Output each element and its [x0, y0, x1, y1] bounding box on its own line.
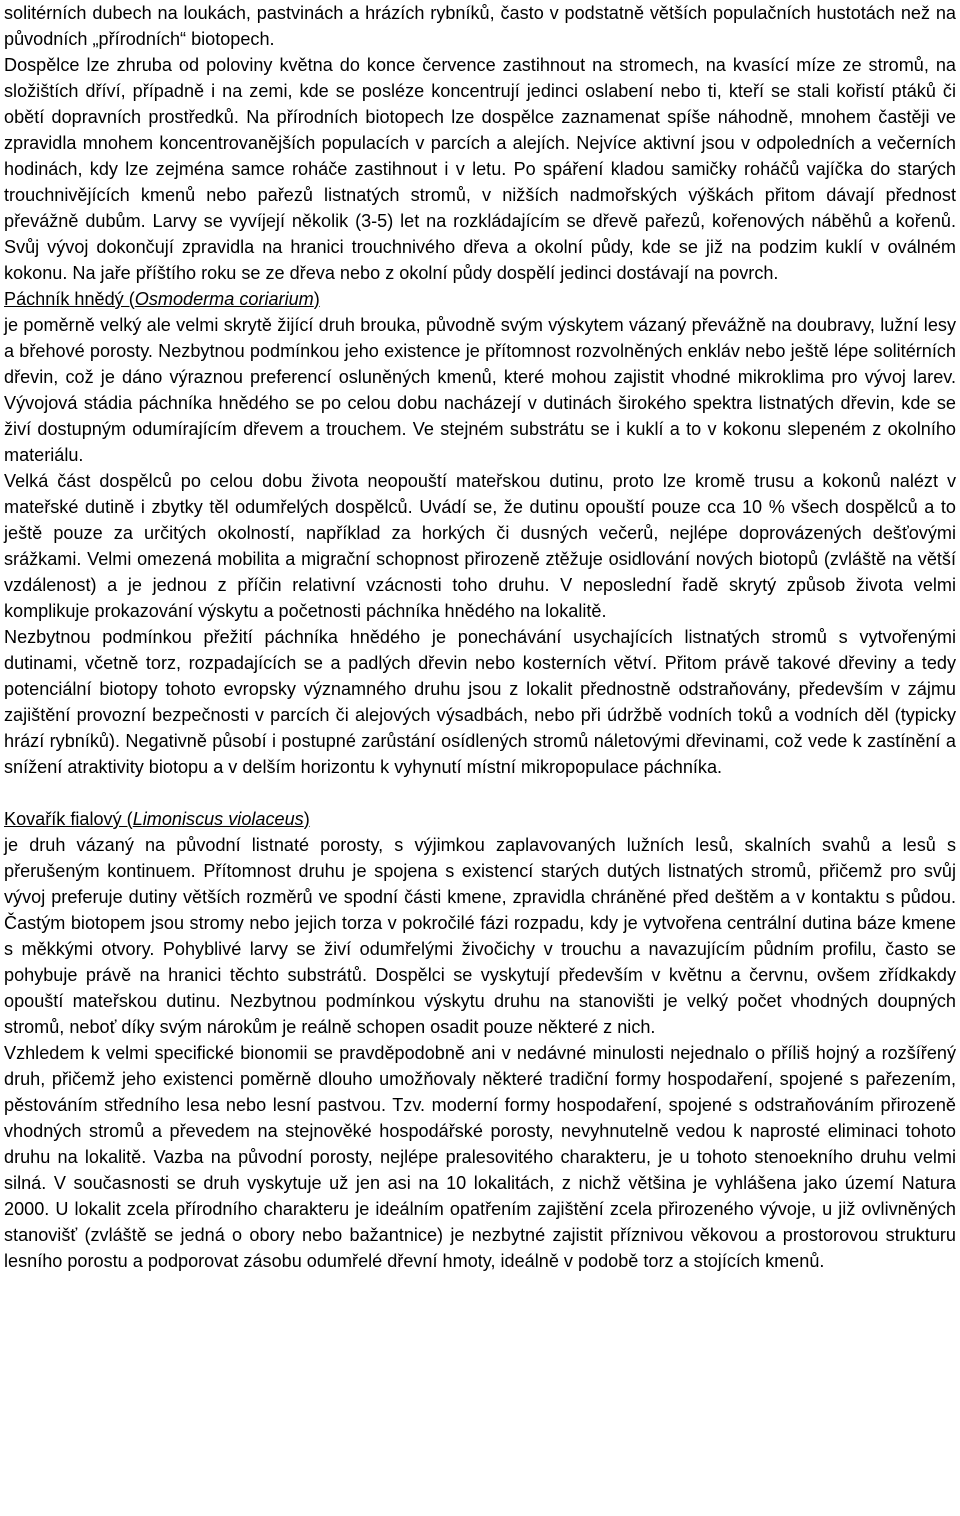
paragraph-kovarik-1: je druh vázaný na původní listnaté porosty, s výjimkou zaplavovaných lužních lesů, skalních svahů a lesů s přerušeným kontinuem. Přítomnost druhu je spojena s existencí starých dutých listnatých stromů, přičemž pro svůj vývoj preferuje dutiny větších rozměrů ve spodní části kmene, zpravidla chráněné před deštěm a v kontaktu s půdou. Častým biotopem jsou stromy nebo jejich torza v pokročilé fázi rozpadu, kdy je vytvořena centrální dutina báze kmene s měkkými otvory. Pohyblivé larvy se živí odumřelými živočichy v trouchu a navazujícím půdním profilu, často se pohybuje právě na hranici těchto substrátů. Dospělci se vyskytují především v květnu a červnu, ovšem zřídkakdy opouští mateřskou dutinu. Nezbytnou podmínkou výskytu druhu na stanovišti je velký počet vhodných doupných stromů, neboť díky svým nárokům je reálně schopen osadit pouze některé z nich. [4, 835, 956, 1037]
paragraph-kovarik-2: Vzhledem k velmi specifické bionomii se pravděpodobně ani v nedávné minulosti nejednalo o příliš hojný a rozšířený druh, přičemž jeho existenci poměrně dlouho umožňovaly některé tradiční formy hospodaření, spojené s pařezením, pěstováním středního lesa nebo lesní pastvou. Tzv. moderní formy hospodaření, spojené s odstraňováním přirozeně vhodných stromů a převedem na stejnověké hospodářské porosty, nevyhnutelně vedou k naprosté eliminaci tohoto druhu na lokalitě. Vazba na původní porosty, nejlépe pralesovitého charakteru, je u tohoto stenoekního druhu velmi silná. V současnosti se druh vyskytuje už jen asi na 10 lokalitách, z nichž většina je vyhlášena jako území Natura 2000. U lokalit zcela přírodního charakteru je ideálním opatřením zajištění zcela přirozeného vývoje, u již ovlivněných stanovišť (zvláště se jedná o obory nebo bažantnice) je nezbytné zajistit příznivou věkovou a prostorovou strukturu lesního porostu a podporovat zásobu odumřelé dřevní hmoty, ideálně v podobě torz a stojících kmenů. [4, 1043, 956, 1271]
heading-prefix: Páchník hnědý ( [4, 289, 135, 309]
section-heading-pachnik [4, 286, 956, 312]
section-heading-kovarik [4, 806, 956, 832]
paragraph-adult-occurrence: Dospělce lze zhruba od poloviny května do konce července zastihnout na stromech, na kvasící míze ze stromů, na složištích dříví, případně i na zemi, kde se posléze koncentrují jedinci oslabení nebo ti, kteří se stali kořistí ptáků či obětí dopravních prostředků. Na přírodních biotopech lze dospělce zaznamenat spíše náhodně, mnohem častěji ve zpravidla mnohem koncentrovanějších populacích v parcích a alejích. Nejvíce aktivní jsou v odpoledních a večerních hodinách, kdy lze zejména samce roháče zastihnout i v letu. Po spáření kladou samičky roháčů vajíčka do starých trouchnivějících kmenů nebo pařezů listnatých stromů, v nižších nadmořských výškách přitom dávají přednost převážně dubům. Larvy se vyvíjejí několik (3-5) let na rozkládajícím se dřevě pařezů, kořenových náběhů a kořenů. Svůj vývoj dokončují zpravidla na hranici trouchnivého dřeva a okolní půdy, kde se již na podzim kuklí v oválném kokonu. Na jaře příštího roku se ze dřeva nebo z okolní půdy dospělí jedinci dostávají na povrch. [4, 55, 956, 283]
heading-suffix: ) [313, 289, 320, 309]
paragraph-pachnik-1: je poměrně velký ale velmi skrytě žijící druh brouka, původně svým výskytem vázaný převážně na doubravy, lužní lesy a břehové porosty. Nezbytnou podmínkou jeho existence je přítomnost rozvolněných enkláv nebo ještě lépe solitérních dřevin, což je dáno výraznou preferencí osluněných kmenů, které mohou zajistit vhodné mikroklima pro vývoj larev. Vývojová stádia páchníka hnědého se po celou dobu nacházejí v dutinách širokého spektra listnatých dřevin, kde se živí dostupným odumírajícím dřevem a trouchem. Ve stejném substrátu se i kuklí a to v kokonu slepeném z okolního materiálu. [4, 315, 956, 465]
section-spacer [4, 780, 956, 806]
heading-latin-name: Limoniscus violaceus [132, 809, 304, 829]
paragraph-pachnik-2: Velká část dospělců po celou dobu života neopouští mateřskou dutinu, proto lze kromě trusu a kokonů nalézt v mateřské dutině i zbytky těl odumřelých dospělců. Uvádí se, že dutinu opouští pouze cca 10 % všech dospělců a to ještě pouze za určitých okolností, například za horkých či dusných večerů, nejlépe doprovázených dešťovými srážkami. Velmi omezená mobilita a migrační schopnost přirozeně ztěžuje osidlování nových biotopů (zvláště na větší vzdálenost) a je jednou z příčin relativní vzácnosti toho druhu. V neposlední řadě skrytý způsob života velmi komplikuje prokazování výskytu a početnosti páchníka hnědého na lokalitě. [4, 471, 956, 621]
heading-prefix: Kovařík fialový ( [4, 809, 133, 829]
heading-latin-name: Osmoderma coriarium [134, 289, 314, 309]
paragraph-continuation: solitérních dubech na loukách, pastvinách a hrázích rybníků, často v podstatně větších populačních hustotách než na původních „přírodních“ biotopech. [4, 3, 956, 49]
heading-suffix: ) [303, 809, 310, 829]
paragraph-pachnik-3: Nezbytnou podmínkou přežití páchníka hnědého je ponechávání usychajících listnatých stromů s vytvořenými dutinami, včetně torz, rozpadajících se a padlých dřevin nebo kosterních větví. Přitom právě takové dřeviny a tedy potenciální biotopy tohoto evropsky významného druhu jsou z lokalit přednostně odstraňovány, především v zájmu zajištění provozní bezpečnosti v parcích či alejových výsadbách, nebo při údržbě vodních toků a vodních děl (typicky hrází rybníků). Negativně působí i postupné zarůstání osídlených stromů náletovými dřevinami, což vede k zastínění a snížení atraktivity biotopu a v delším horizontu k vyhynutí místní mikropopulace páchníka. [4, 627, 956, 777]
